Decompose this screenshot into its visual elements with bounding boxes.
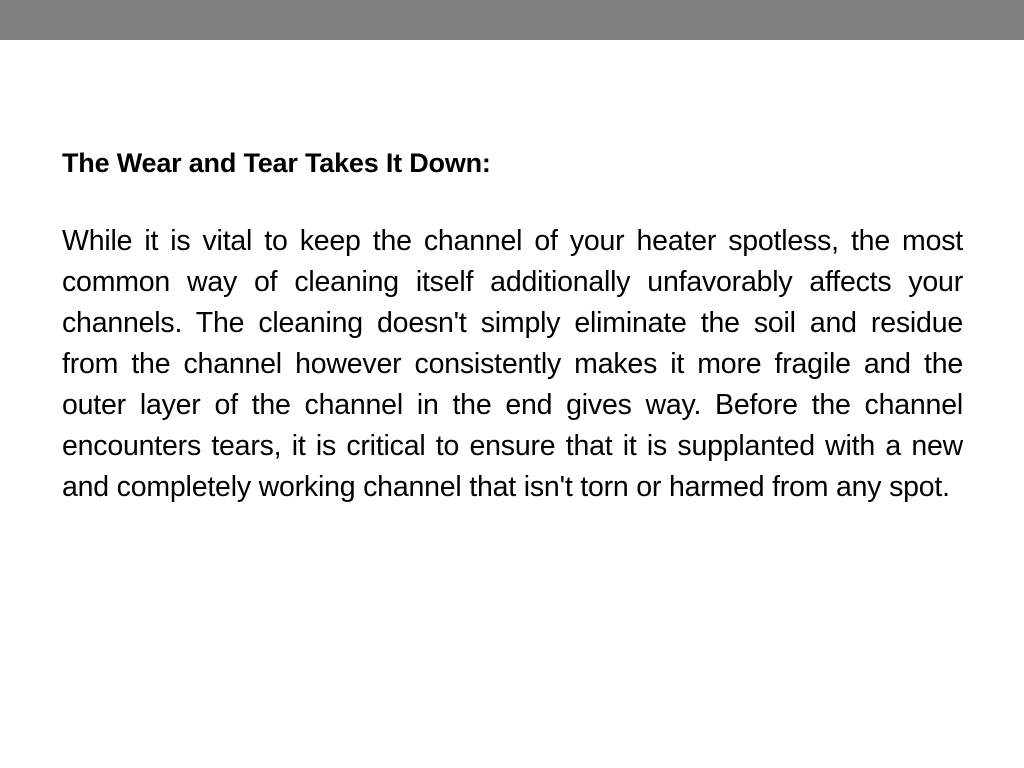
slide-content xyxy=(62,143,963,508)
slide-body-text: While it is vital to keep the channel of your heater spotless, the most common way of cleaning itself additionally unfavorably affects your channels. The cleaning doesn't simply eliminate the soil and residue from the channel however consistently makes it more fragile and the outer layer of the channel in the end gives way. Before the channel encounters tears, it is critical to ensure that it is supplanted with a new and completely working channel that isn't torn or harmed from any spot. xyxy=(62,225,963,503)
top-banner-bar xyxy=(0,0,1024,40)
slide-heading: The Wear and Tear Takes It Down: xyxy=(62,148,491,178)
